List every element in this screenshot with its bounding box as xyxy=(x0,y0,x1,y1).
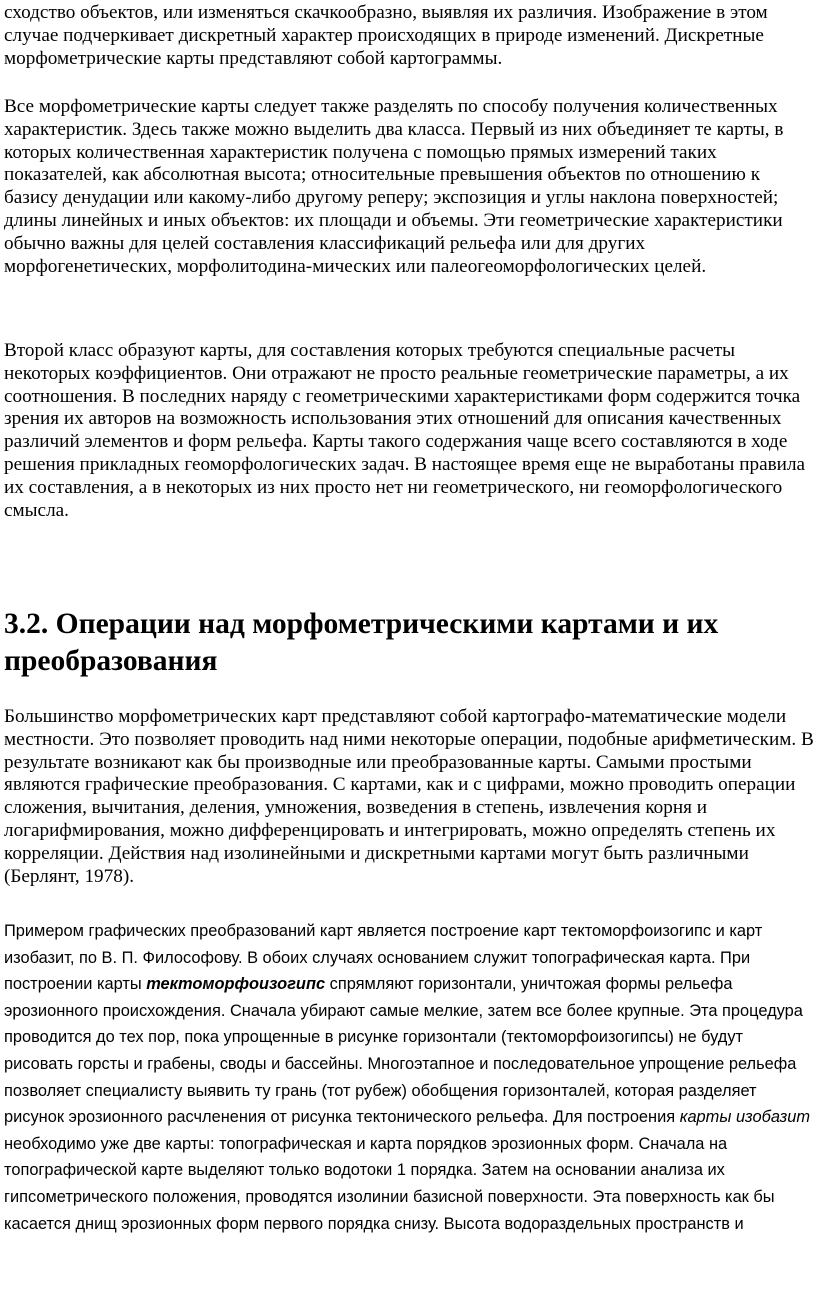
term-karty-izobazit: карты изобазит xyxy=(679,1108,810,1127)
paragraph-1: сходство объектов, или изменяться скачкообразно, выявляя их различия. Изображение в этом случае подчеркивает дискретный характер происходящих в природе изменений. Дискретные морфометрические карты представляют собой картограммы. xyxy=(4,2,768,69)
paragraph-2: Все морфометрические карты следует также разделять по способу получения количественных характеристик. Здесь также можно выделить два класса. Первый из них объединяет те карты, в которых количественная характеристик получена с помощью прямых измерений таких показателей, как абсолютная высота; относительные превышения объектов по отношению к базису денудации или какому-либо другому реперу; экспозиция и углы наклона поверхностей; длины линейных и иных объектов: их площади и объемы. Эти геометрические характеристики обычно важны для целей составления классификаций рельефа или для других морфогенетических, морфолитодина-мических или палеогеоморфологических целей. xyxy=(4,96,784,277)
paragraph-5-part-a: Примером графических преобразований карт является построение карт тектоморфоизогипс и карт изобазит, по В. П. Философову. В обоих случаях основанием служит топографическая карта. При построении карты xyxy=(4,922,763,994)
paragraph-5-part-b: спрямляют горизонтали, уничтожая формы рельефа эрозионного происхождения. Сначала убирают самые мелкие, затем все более крупные. Эта процедура проводится до тех пор, пока упрощенные в рисунке горизонтали (тектоморфоизогипсы) не будут рисовать горсты и грабены, своды и бассейны. Многоэтапное и последовательное упрощение рельефа позволяет специалисту выявить ту грань (тот рубеж) обобщения горизонталей, которая разделяет рисунок эрозионного расчленения от рисунка тектонического рельефа. Для построения xyxy=(4,975,803,1127)
paragraph-4: Большинство морфометрических карт представляют собой картографо-математические модели местности. Это позволяет проводить над ними некоторые операции, подобные арифметическим. В результате возникают как бы производные или преобразованные карты. Самыми простыми являются графические преобразования. С картами, как и с цифрами, можно проводить операции сложения, вычитания, деления, умножения, возведения в степень, извлечения корня и логарифмирования, можно дифференцировать и интегрировать, можно определять степень их корреляции. Действия над изолинейными и дискретными картами могут быть различными (Берлянт, 1978). xyxy=(4,706,814,887)
section-heading: 3.2. Операции над морфометрическими картами и их преобразования xyxy=(4,608,719,677)
term-tektomorfoizogips: тектоморфоизогипс xyxy=(146,975,326,994)
paragraph-5-part-c: необходимо уже две карты: топографическая и карта порядков эрозионных форм. Сначала на топографической карте выделяют только водотоки 1 порядка. Затем на основании анализа их гипсометрического положения, проводятся изолинии базисной поверхности. Эта поверхность как бы касается днищ эрозионных форм первого порядка снизу. Высота водораздельных пространств и xyxy=(4,1134,775,1233)
paragraph-5 xyxy=(4,918,816,1237)
paragraph-3: Второй класс образуют карты, для составления которых требуются специальные расчеты некоторых коэффициентов. Они отражают не просто реальные геометрические параметры, а их соотношения. В последних наряду с геометрическими характеристиками форм содержится точка зрения их авторов на возможность использования этих отношений для описания качественных различий элементов и форм рельефа. Карты такого содержания чаще всего составляются в ходе решения прикладных геоморфологических задач. В настоящее время еще не выработаны правила их составления, а в некоторых из них просто нет ни геометрического, ни геоморфологического смысла. xyxy=(4,340,806,521)
